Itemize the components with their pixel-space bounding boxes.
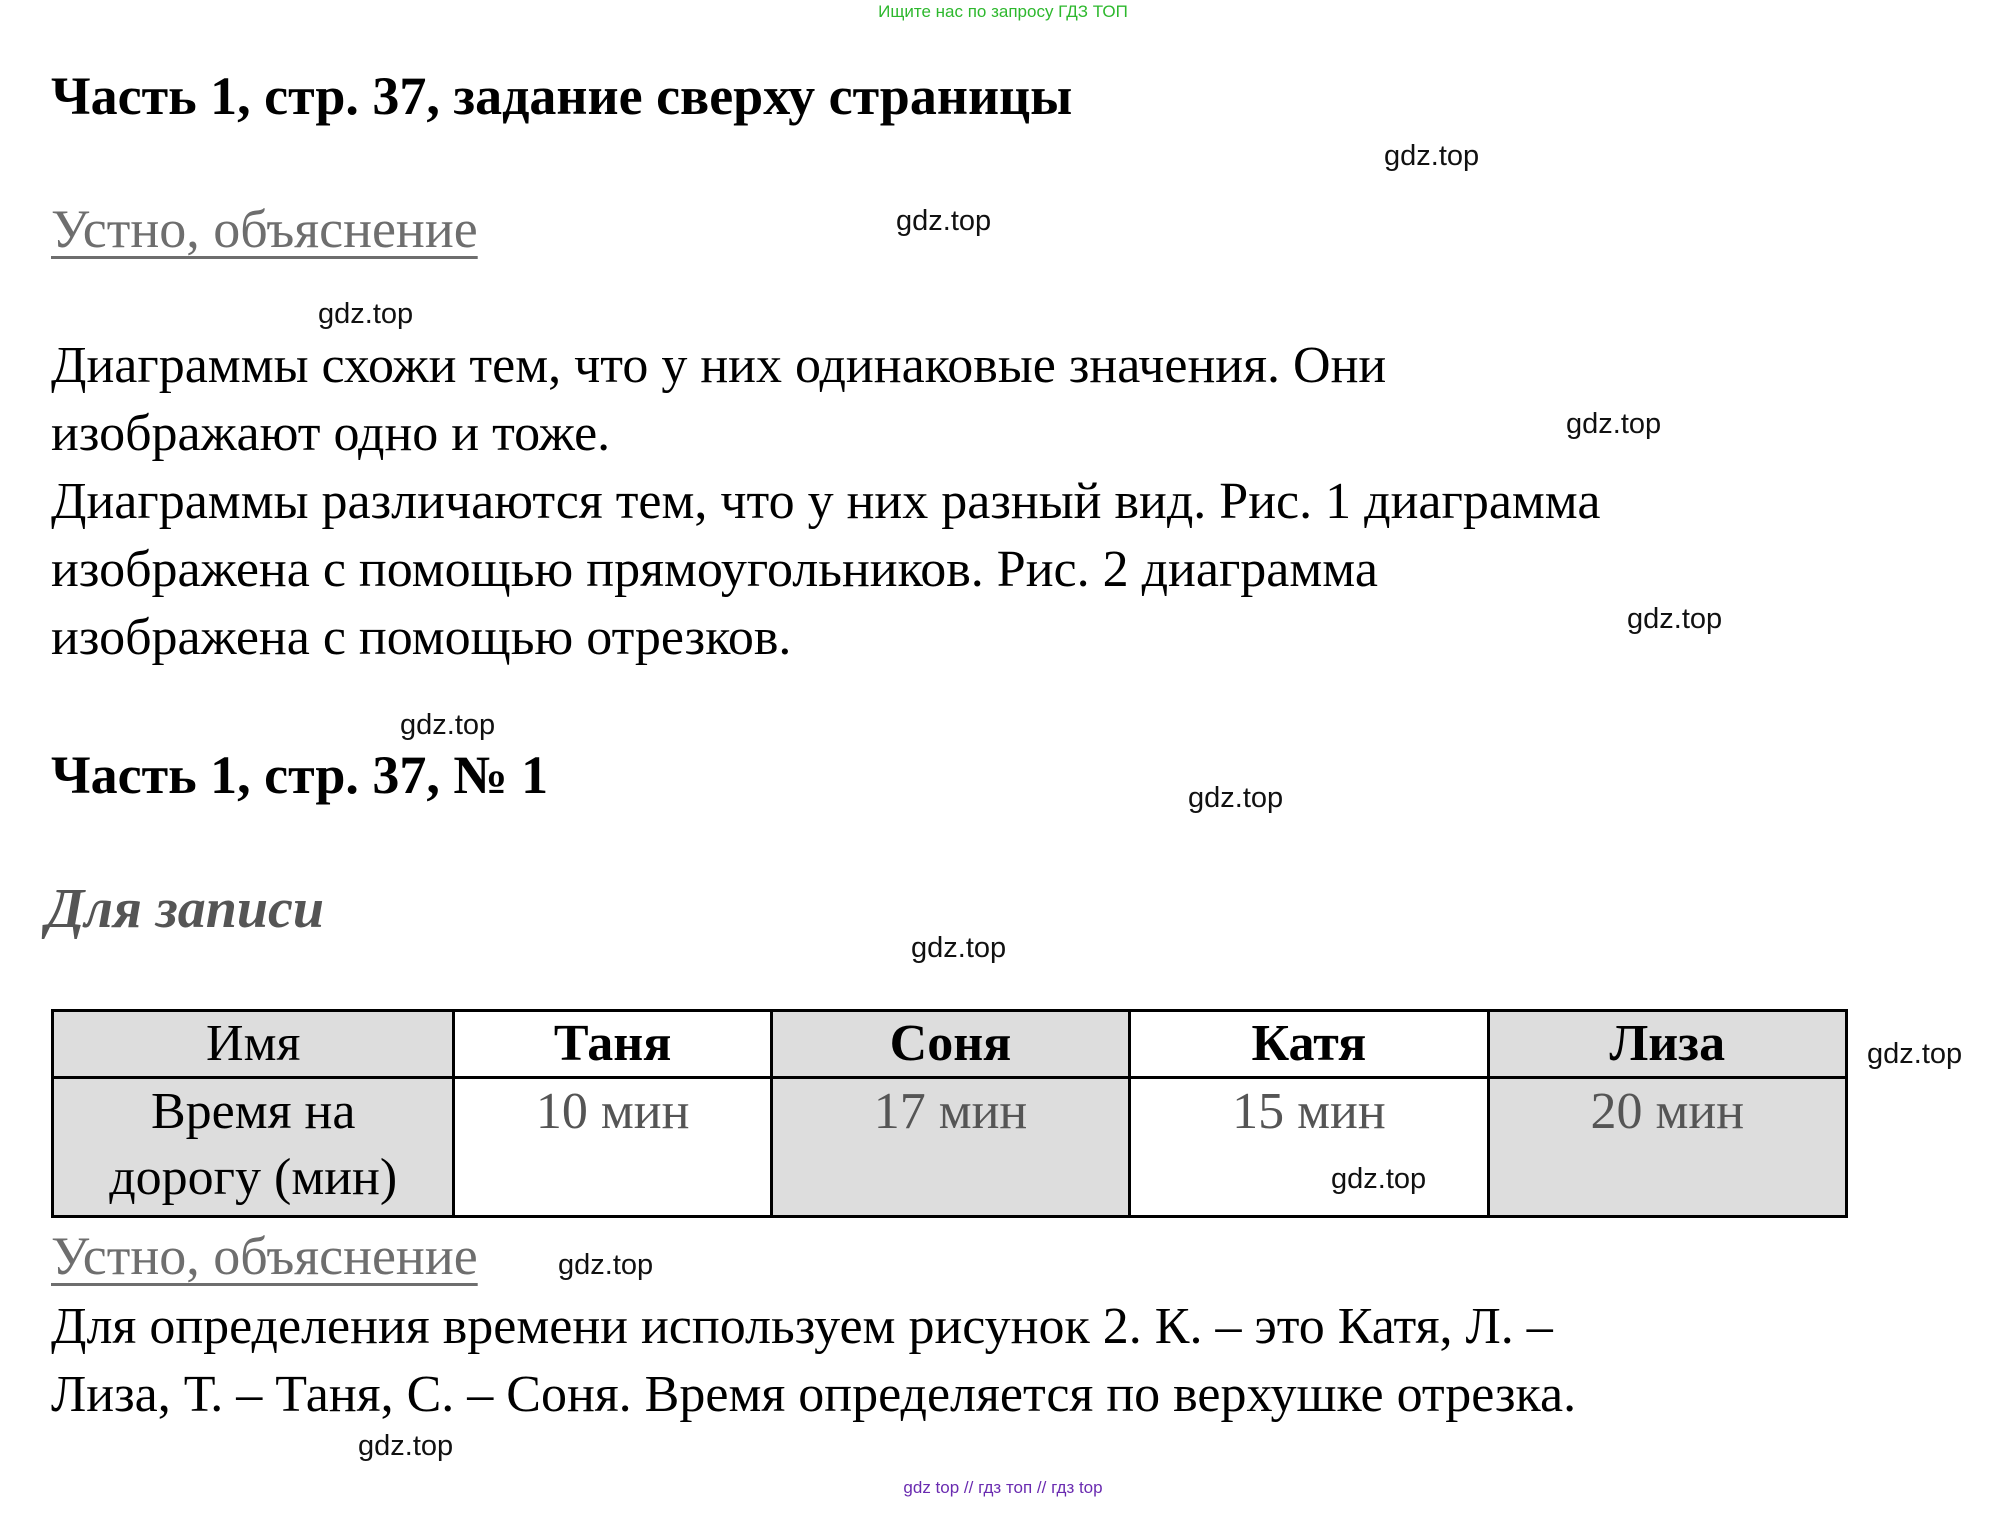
watermark: gdz.top xyxy=(896,205,992,237)
record-heading: Для записи xyxy=(46,878,324,940)
row-label-line-1: Время на xyxy=(150,1083,356,1140)
section1-subheading: Устно, объяснение xyxy=(51,199,478,259)
watermark: gdz.top xyxy=(318,298,414,330)
row-label-line-2: дорогу (мин) xyxy=(109,1149,398,1206)
name-cell: Таня xyxy=(454,1011,771,1078)
section1-line-4: изображена с помощью прямоугольников. Рис. 2 диаграмма xyxy=(51,541,1378,598)
section1-line-3: Диаграммы различаются тем, что у них разный вид. Рис. 1 диаграмма xyxy=(51,473,1601,530)
watermark: gdz.top xyxy=(911,932,1007,964)
watermark: gdz.top xyxy=(358,1430,454,1462)
value-cell: 20 мин xyxy=(1488,1078,1846,1217)
table-value-row xyxy=(53,1078,1847,1217)
watermark: gdz.top xyxy=(1627,603,1723,635)
section1-line-2: изображают одно и тоже. xyxy=(51,405,611,462)
header-label-cell: Имя xyxy=(53,1011,454,1078)
name-cell: Катя xyxy=(1130,1011,1488,1078)
section2-subheading: Устно, объяснение xyxy=(51,1226,478,1286)
row-label-cell xyxy=(53,1078,454,1217)
travel-time-table xyxy=(51,1009,1848,1218)
name-cell: Соня xyxy=(771,1011,1129,1078)
name-cell: Лиза xyxy=(1488,1011,1846,1078)
value-cell: 10 мин xyxy=(454,1078,771,1217)
section1-title: Часть 1, стр. 37, задание сверху страницы xyxy=(51,66,1073,126)
footer-note: gdz top // гдз топ // гдз top xyxy=(903,1478,1103,1497)
section1-line-5: изображена с помощью отрезков. xyxy=(51,609,792,666)
section2-line-2: Лиза, Т. – Таня, С. – Соня. Время определяется по верхушке отрезка. xyxy=(51,1366,1577,1423)
watermark: gdz.top xyxy=(558,1249,654,1281)
watermark: gdz.top xyxy=(1188,782,1284,814)
watermark: gdz.top xyxy=(400,709,496,741)
section2-line-1: Для определения времени используем рисунок 2. К. – это Катя, Л. – xyxy=(51,1298,1553,1355)
value-cell: 15 мин xyxy=(1130,1078,1488,1217)
value-cell: 17 мин xyxy=(771,1078,1129,1217)
watermark: gdz.top xyxy=(1867,1038,1963,1070)
watermark: gdz.top xyxy=(1331,1163,1427,1195)
watermark: gdz.top xyxy=(1384,140,1480,172)
section1-line-1: Диаграммы схожи тем, что у них одинаковые значения. Они xyxy=(51,337,1387,394)
watermark: gdz.top xyxy=(1566,408,1662,440)
section2-title: Часть 1, стр. 37, № 1 xyxy=(51,745,549,805)
top-note: Ищите нас по запросу ГДЗ ТОП xyxy=(878,2,1128,21)
table-header-row xyxy=(53,1011,1847,1078)
